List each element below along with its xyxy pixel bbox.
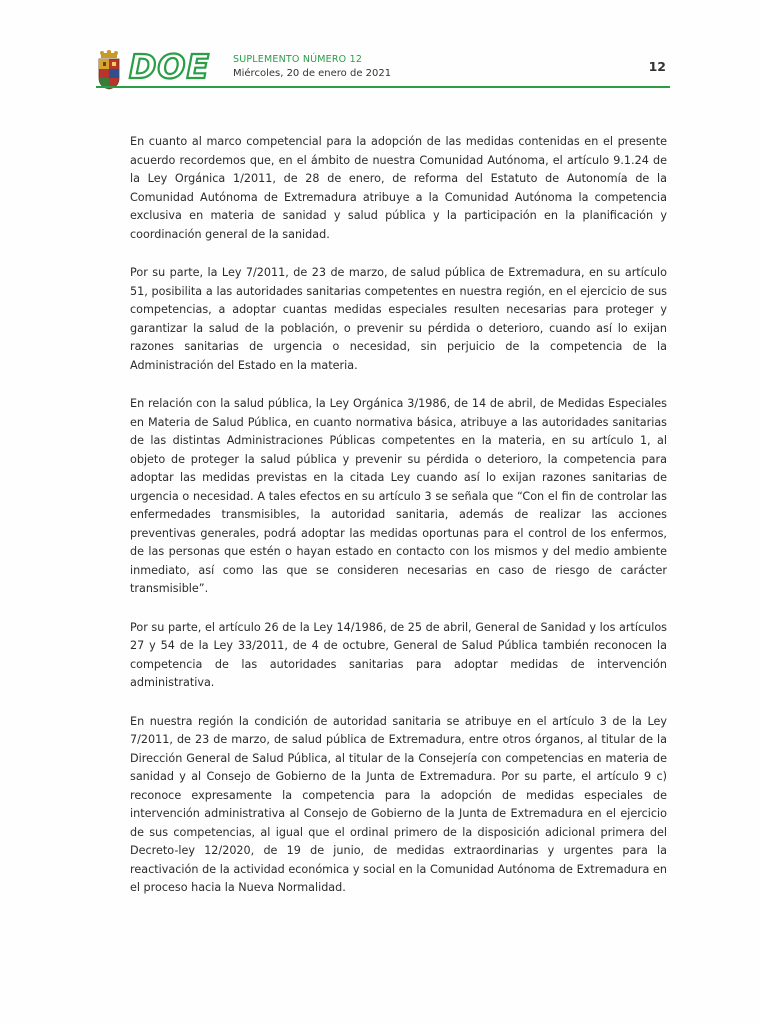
page-header — [96, 47, 670, 90]
paragraph: En nuestra región la condición de autoridad sanitaria se atribuye en el artículo 3 de la Ley 7/2011, de 23 de marzo, de salud pública de Extremadura, entre otros órganos, al titular de la Dirección General de Salud Pública, al titular de la Consejería con competencias en materia de sanidad y al Consejo de Gobierno de la Junta de Extremadura. Por su parte, el artículo 9 c) reconoce expresamente la competencia para la adopción de medidas especiales de intervención administrativa al Consejo de Gobierno de la Junta de Extremadura en el ejercicio de sus competencias, al igual que el ordinal primero de la disposición adicional primera del Decreto-ley 12/2020, de 19 de junio, de medidas extraordinarias y urgentes para la reactivación de la actividad económica y social en la Comunidad Autónoma de Extremadura en el proceso hacia la Nueva Normalidad. — [130, 714, 667, 894]
paragraph: En cuanto al marco competencial para la adopción de las medidas contenidas en el presente acuerdo recordemos que, en el ámbito de nuestra Comunidad Autónoma, el artículo 9.1.24 de la Ley Orgánica 1/2011, de 28 de enero, de reforma del Estatuto de Autonomía de la Comunidad Autónoma de Extremadura atribuye a la Comunidad Autónoma la competencia exclusiva en materia de sanidad y salud pública y la participación en la planificación y coordinación general de la sanidad. — [130, 135, 667, 241]
publication-date: Miércoles, 20 de enero de 2021 — [233, 68, 392, 79]
document-body — [130, 133, 667, 918]
extremadura-crest-icon — [96, 50, 122, 90]
paragraph: Por su parte, el artículo 26 de la Ley 14/1986, de 25 de abril, General de Sanidad y los artículos 27 y 54 de la Ley 33/2011, de 4 de octubre, General de Salud Pública también reconocen la competencia de las autoridades sanitarias para adoptar medidas de intervención administrativa. — [130, 620, 667, 689]
paragraph: Por su parte, la Ley 7/2011, de 23 de marzo, de salud pública de Extremadura, en su artículo 51, posibilita a las autoridades sanitarias competentes en nuestra región, en el ejercicio de sus competencias, a adoptar cuantas medidas especiales resulten necesarias para proteger y garantizar la salud de la población, o prevenir su pérdida o deterioro, cuando así lo exijan razones sanitarias de urgencia o necesidad, sin perjuicio de la competencia de la Administración del Estado en la materia. — [130, 266, 667, 372]
supplement-number: SUPLEMENTO NÚMERO 12 — [233, 54, 363, 65]
doe-logo: DOE — [129, 47, 210, 86]
paragraph: En relación con la salud pública, la Ley Orgánica 3/1986, de 14 de abril, de Medidas Especiales en Materia de Salud Pública, en cuanto normativa básica, atribuye a las autoridades sanitarias de las distintas Administraciones Públicas competentes en la materia, en su artículo 1, al objeto de proteger la salud pública y prevenir su pérdida o deterioro, la competencia para adoptar las medidas previstas en la citada Ley cuando así lo exijan razones sanitarias de urgencia o necesidad. A tales efectos en su artículo 3 se señala que “Con el fin de controlar las enfermedades transmisibles, la autoridad sanitaria, además de realizar las acciones preventivas generales, podrá adoptar las medidas oportunas para el control de los enfermos, de las personas que estén o hayan estado en contacto con los mismos y del medio ambiente inmediato, así como las que se consideren necesarias en caso de riesgo de carácter transmisible”. — [130, 397, 667, 595]
header-rule — [96, 86, 670, 88]
page-number: 12 — [648, 59, 666, 74]
